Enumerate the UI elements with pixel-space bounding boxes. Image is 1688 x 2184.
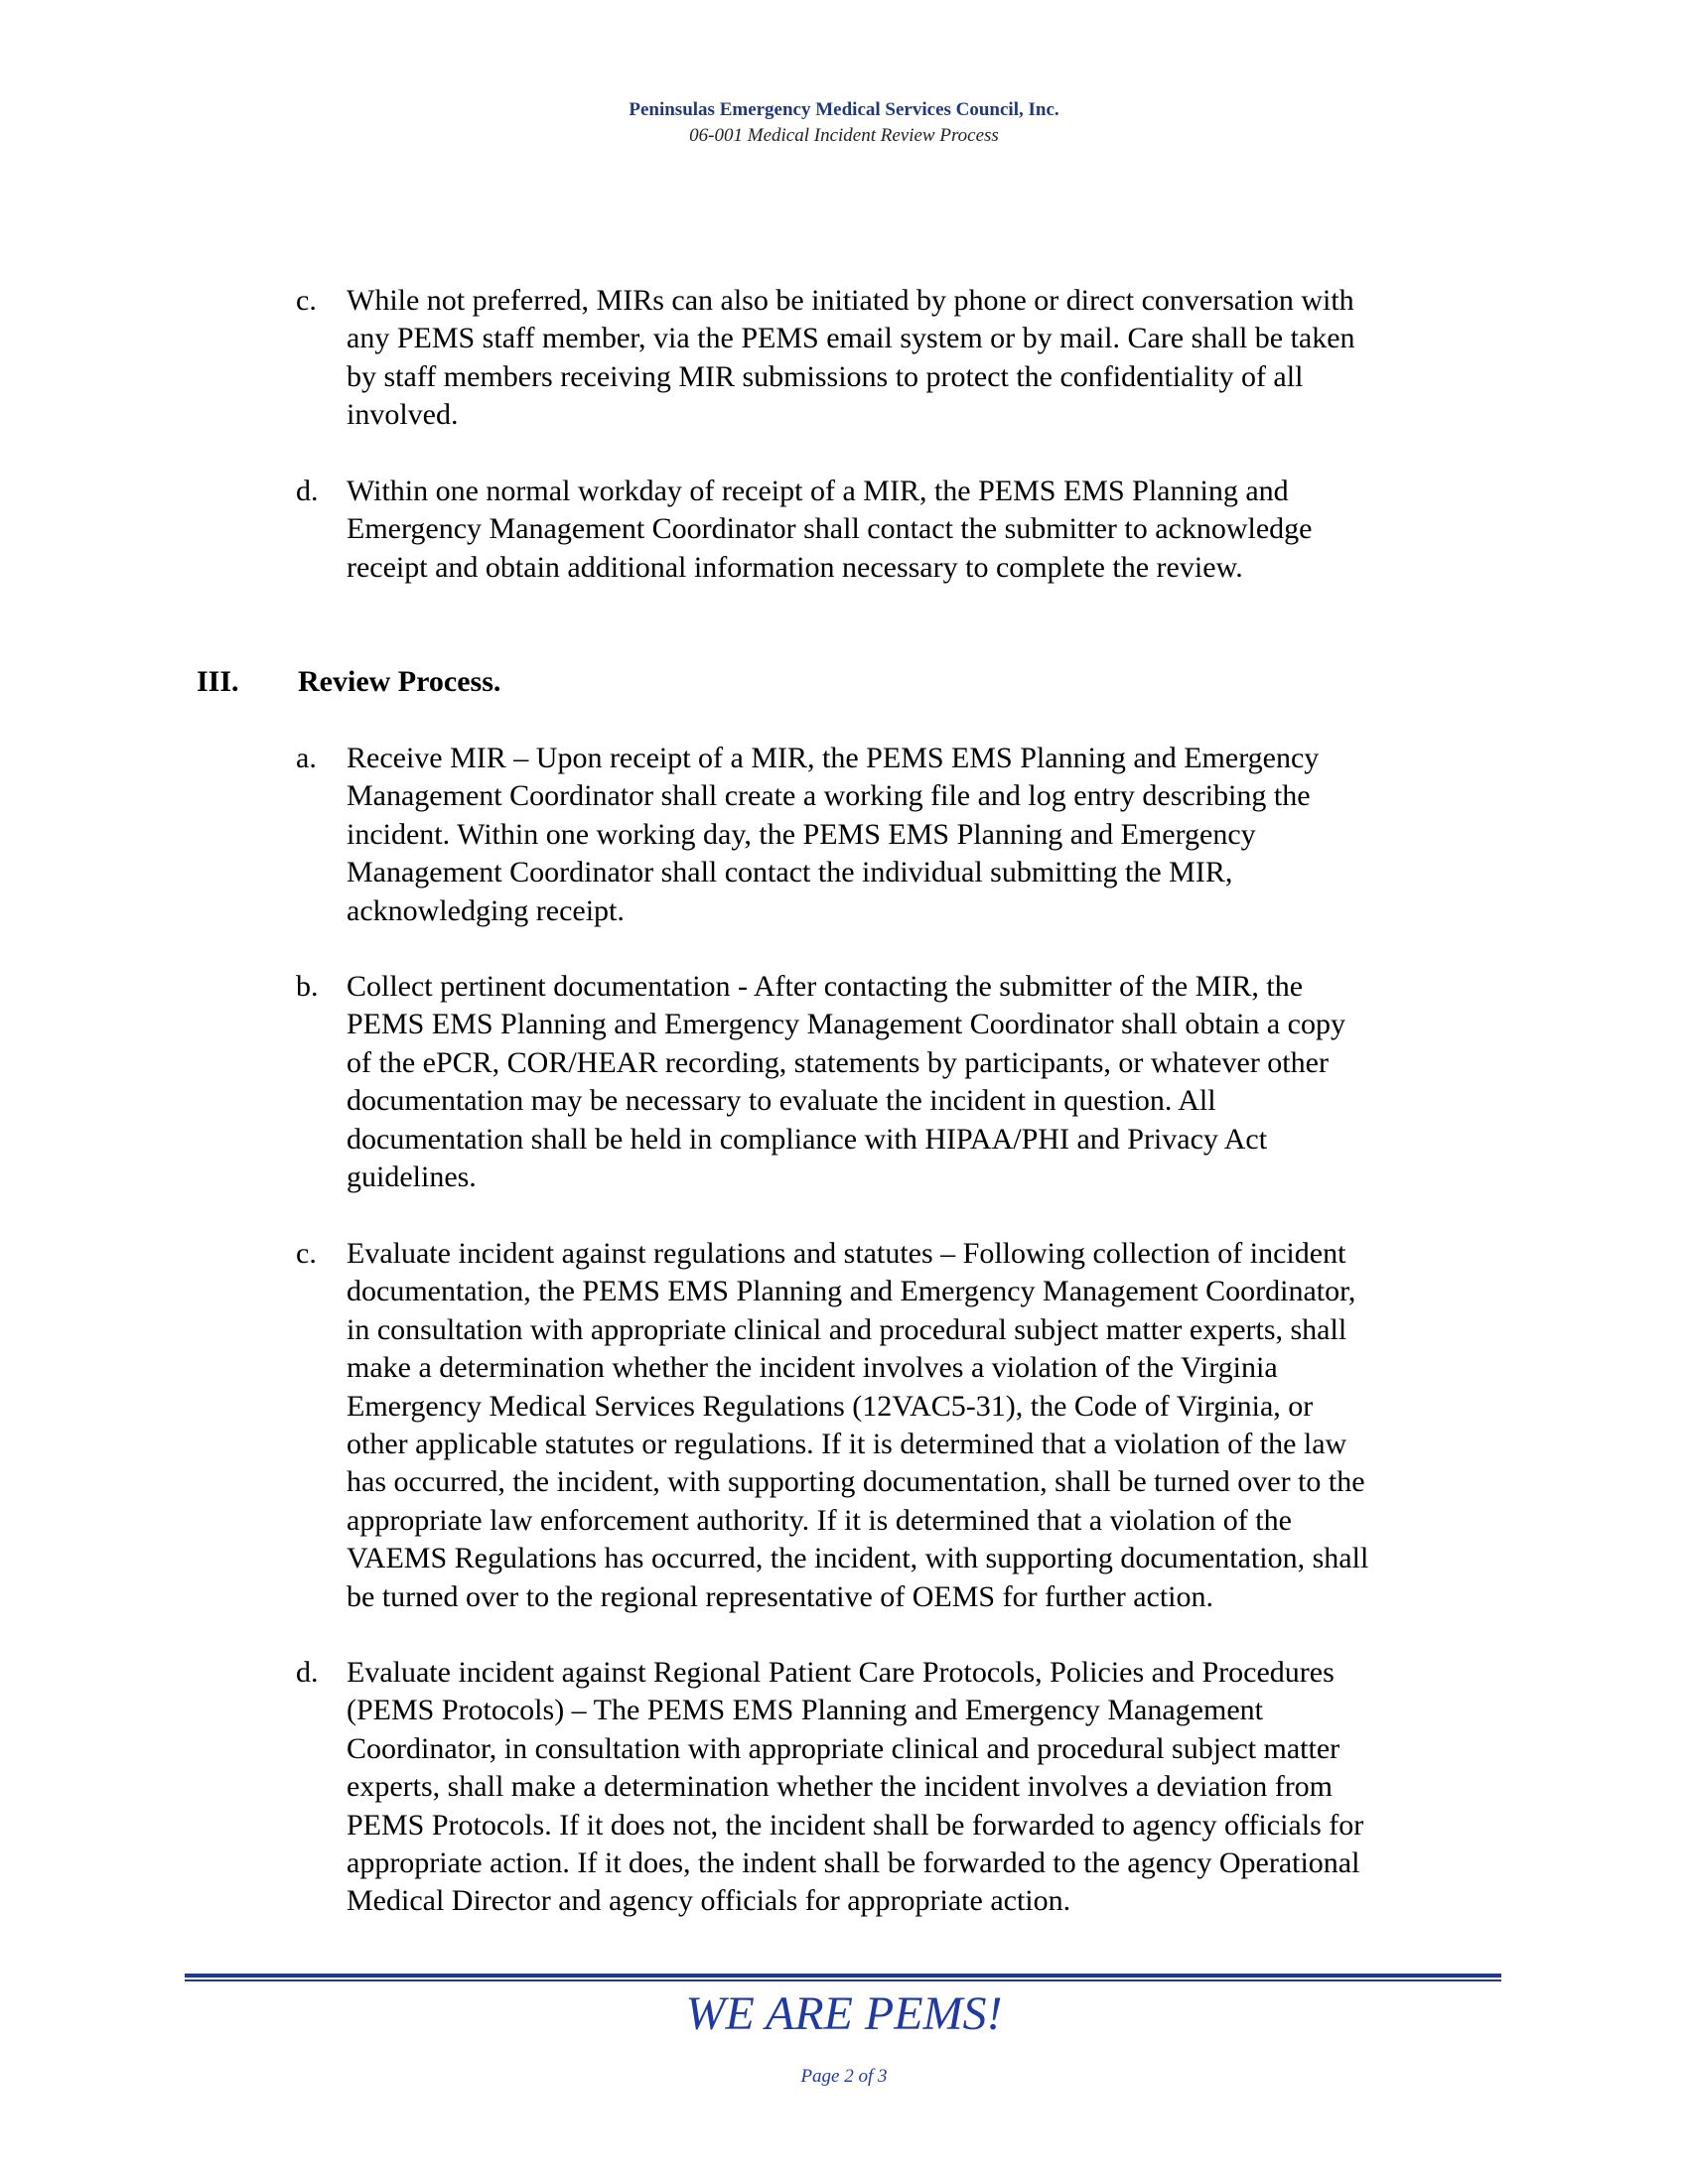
item-text [347,968,1498,1196]
text-line: other applicable statutes or regulations. If it is determined that a violation of the law [347,1427,1347,1460]
item-letter: d. [296,475,319,507]
text-line: Evaluate incident against Regional Patient Care Protocols, Policies and Procedures [347,1656,1335,1689]
text-line: in consultation with appropriate clinical and procedural subject matter experts, shall [347,1312,1347,1346]
text-line: of the ePCR, COR/HEAR recording, statements by participants, or whatever other [347,1045,1329,1079]
text-line: (PEMS Protocols) – The PEMS EMS Planning and Emergency Management [347,1694,1263,1727]
item-letter: c. [296,1237,317,1270]
item-text [347,282,1498,435]
text-line: Coordinator, in consultation with appropriate clinical and procedural subject matter [347,1731,1340,1765]
item-text [347,1654,1498,1921]
text-line: documentation may be necessary to evaluate the incident in question. All [347,1084,1216,1118]
document-title: 06-001 Medical Incident Review Process [689,125,999,146]
text-line: Within one normal workday of receipt of a MIR, the PEMS EMS Planning and [347,475,1289,507]
text-line: Emergency Management Coordinator shall contact the submitter to acknowledge [347,512,1313,546]
text-line: receipt and obtain additional information necessary to complete the review. [347,550,1243,584]
item-letter: b. [296,970,319,1003]
footer-divider-thick [185,1974,1501,1978]
page-number: Page 2 of 3 [800,2066,888,2087]
text-line: documentation, the PEMS EMS Planning and Emergency Management Coordinator, [347,1275,1356,1308]
text-line: PEMS EMS Planning and Emergency Management Coordinator shall obtain a copy [347,1008,1345,1041]
text-line: involved. [347,398,459,432]
item-text [347,473,1498,587]
text-line: experts, shall make a determination whether the incident involves a deviation from [347,1770,1334,1804]
section-title: Review Process. [298,665,501,698]
text-line: be turned over to the regional representative of OEMS for further action. [347,1579,1214,1613]
text-line: appropriate action. If it does, the indent shall be forwarded to the agency Operational [347,1845,1360,1879]
item-letter: a. [296,742,317,774]
text-line: by staff members receiving MIR submissions to protect the confidentiality of all [347,359,1304,393]
text-line: has occurred, the incident, with supporting documentation, shall be turned over to the [347,1465,1365,1499]
text-line: Management Coordinator shall contact the individual submitting the MIR, [347,856,1233,889]
text-line: Medical Director and agency officials for appropriate action. [347,1884,1071,1918]
text-line: Collect pertinent documentation - After contacting the submitter of the MIR, the [347,970,1304,1003]
item-letter: c. [296,284,317,317]
text-line: documentation shall be held in compliance with HIPAA/PHI and Privacy Act [347,1122,1268,1156]
item-text [347,740,1498,930]
page-header [0,97,1688,149]
text-line: appropriate law enforcement authority. If it is determined that a violation of the [347,1503,1292,1537]
section-number: III. [197,665,239,698]
organization-name: Peninsulas Emergency Medical Services Council, Inc. [629,99,1059,120]
text-line: incident. Within one working day, the PEMS EMS Planning and Emergency [347,817,1256,851]
text-line: While not preferred, MIRs can also be initiated by phone or direct conversation with [347,284,1354,317]
text-line: any PEMS staff member, via the PEMS email system or by mail. Care shall be taken [347,322,1355,355]
text-line: make a determination whether the incident involves a violation of the Virginia [347,1351,1278,1385]
item-letter: d. [296,1656,319,1689]
footer-slogan: WE ARE PEMS! [685,1987,1003,2040]
item-text [347,1235,1498,1616]
text-line: acknowledging receipt. [347,893,625,927]
text-line: Receive MIR – Upon receipt of a MIR, the PEMS EMS Planning and Emergency [347,742,1320,774]
text-line: VAEMS Regulations has occurred, the incident, with supporting documentation, shall [347,1542,1369,1575]
text-line: PEMS Protocols. If it does not, the incident shall be forwarded to agency officials for [347,1808,1364,1842]
footer-divider [185,1974,1501,1981]
footer-divider-thin [185,1979,1501,1981]
text-line: guidelines. [347,1160,477,1193]
text-line: Emergency Medical Services Regulations (12VAC5-31), the Code of Virginia, or [347,1389,1314,1423]
text-line: Evaluate incident against regulations and statutes – Following collection of incident [347,1237,1346,1270]
text-line: Management Coordinator shall create a working file and log entry describing the [347,779,1311,813]
